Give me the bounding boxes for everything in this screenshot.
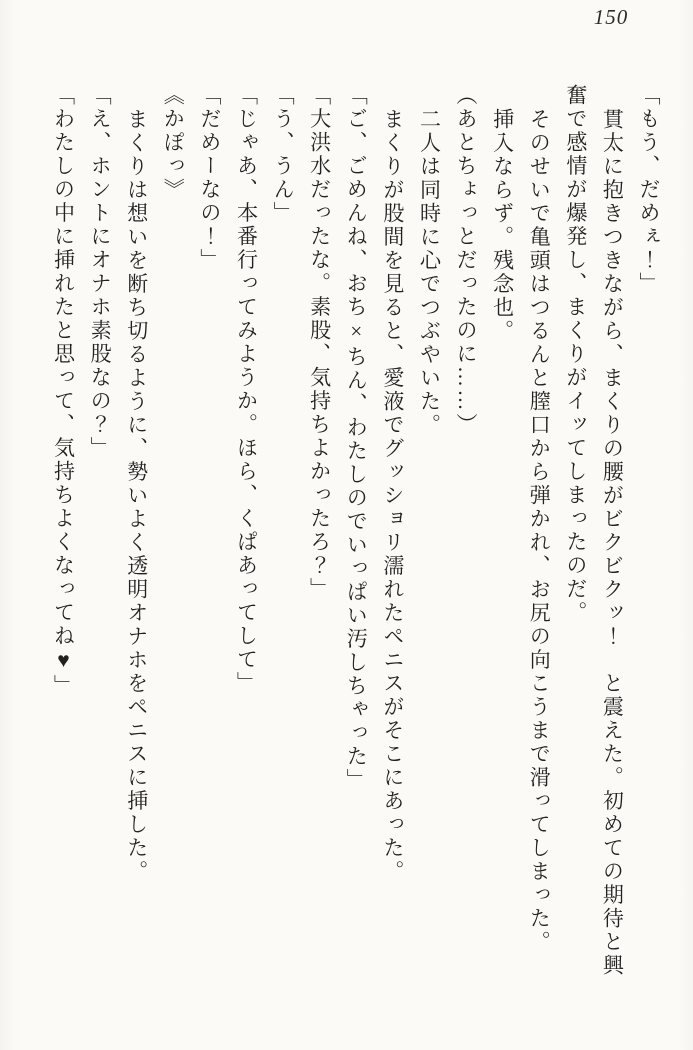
text-column: 「じゃあ、本番行ってみようか。ほら、くぱあってして」 (234, 84, 259, 695)
page-number: 150 (593, 5, 629, 29)
text-column: 「わたしの中に挿れたと思って、気持ちよくなってね♥」 (51, 84, 76, 698)
text-column: 「大洪水だったな。素股、気持ちよかったろ？」 (307, 84, 332, 601)
text-column: 「だめーなの！」 (197, 84, 222, 272)
text-column: 貫太に抱きつきながら、まくりの腰がビクビクッ！ と震えた。初めての期待と興 (600, 107, 625, 977)
text-column: 「え、ホントにオナホ素股なの？」 (88, 84, 113, 460)
text-column: 「ご、ごめんね、おち×ちん、わたしのでいっぱい汚しちゃった」 (344, 84, 369, 792)
text-column: （あとちょっとだったのに……） (454, 84, 479, 437)
text-column: 「う、うん」 (271, 84, 296, 225)
text-column: そのせいで亀頭はつるんと膣口から弾かれ、お尻の向こうまで滑ってしまった。 (527, 107, 552, 954)
vertical-text-block (45, 84, 667, 1019)
text-column: 《かぽっ》 (161, 84, 186, 202)
text-column: まくりが股間を見ると、愛液でグッショリ濡れたペニスがそこにあった。 (380, 107, 405, 883)
text-column: 挿入ならず。残念也。 (490, 107, 515, 343)
text-column: 奮で感情が爆発し、まくりがイッてしまったのだ。 (563, 84, 588, 625)
text-column: まくりは想いを断ち切るように、勢いよく透明オナホをペニスに挿した。 (124, 107, 149, 883)
text-column: 二人は同時に心でつぶやいた。 (417, 107, 442, 437)
text-column: 「もう、だめぇ！」 (637, 84, 661, 296)
